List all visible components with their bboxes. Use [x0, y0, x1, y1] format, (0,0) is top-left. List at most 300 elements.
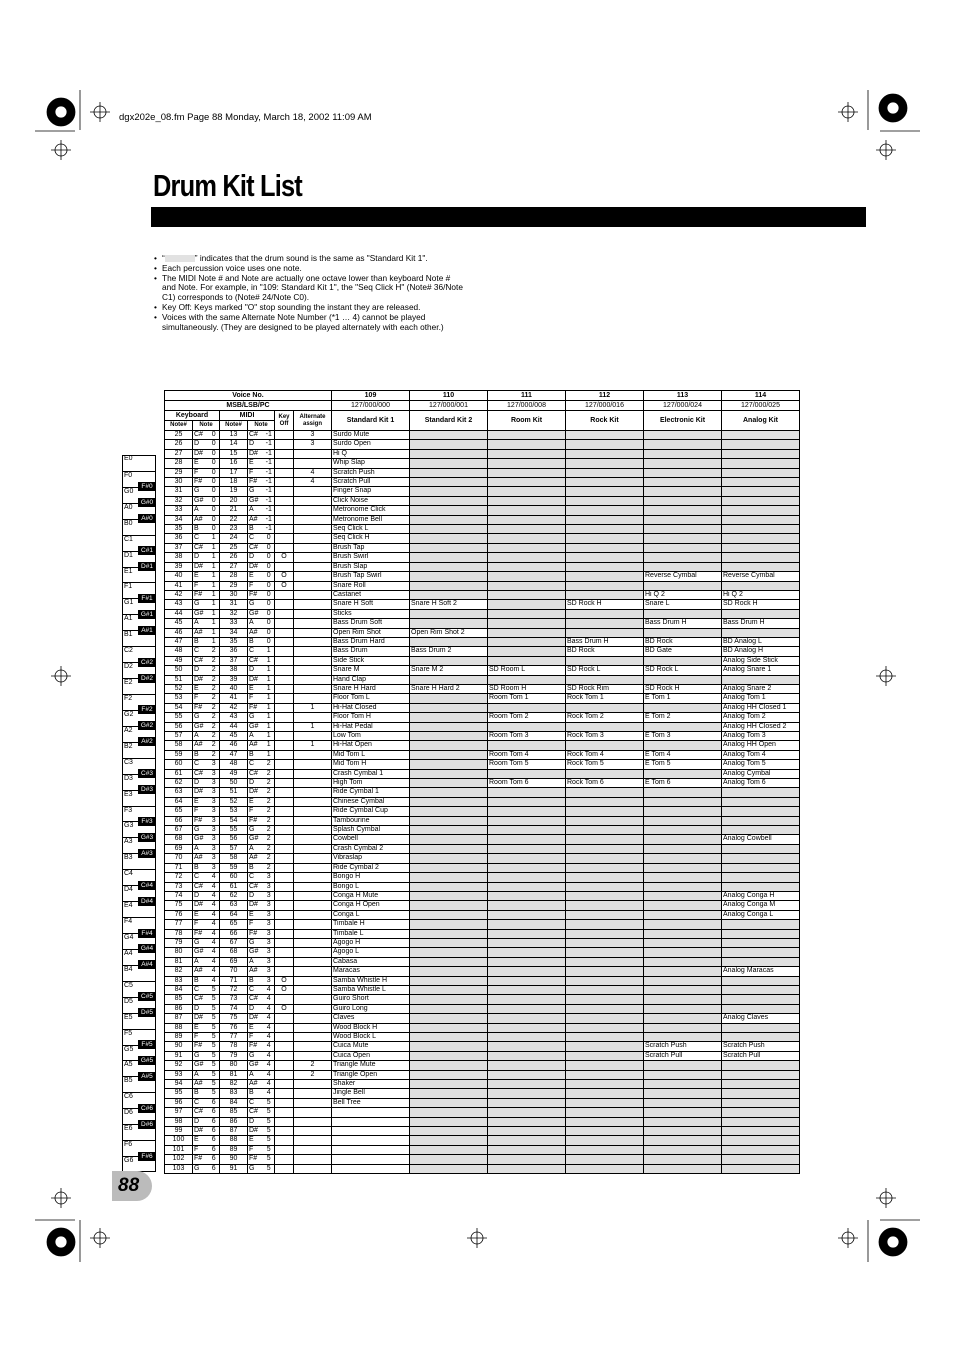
table-cell	[644, 440, 722, 449]
table-cell: 1	[209, 581, 220, 590]
table-cell	[410, 637, 488, 646]
table-cell: -1	[264, 525, 275, 534]
table-cell	[488, 835, 566, 844]
table-cell: Hi Q 2	[644, 590, 722, 599]
black-key: F#2	[138, 705, 156, 714]
table-row	[165, 910, 800, 919]
keyboard-note-num-header: Note#	[165, 421, 193, 431]
table-cell	[410, 1089, 488, 1098]
table-cell: Bass Drum H	[566, 637, 644, 646]
table-row	[165, 985, 800, 994]
table-cell	[294, 1155, 332, 1164]
table-cell: 2	[264, 863, 275, 872]
table-cell	[644, 938, 722, 947]
table-cell: 90	[165, 1042, 193, 1051]
table-row	[165, 713, 800, 722]
table-cell: E Tom 5	[644, 760, 722, 769]
table-cell: 62	[220, 891, 248, 900]
table-cell	[294, 835, 332, 844]
table-cell: 79	[165, 938, 193, 947]
table-cell: 5	[264, 1108, 275, 1117]
table-cell	[566, 478, 644, 487]
table-cell: -1	[264, 487, 275, 496]
table-cell: SD Rock L	[566, 666, 644, 675]
table-cell	[410, 713, 488, 722]
table-cell: 74	[165, 891, 193, 900]
table-cell: Rock Tom 2	[566, 713, 644, 722]
table-cell: 41	[220, 694, 248, 703]
table-cell: 1	[264, 684, 275, 693]
table-cell: 5	[209, 1070, 220, 1079]
table-cell: 38	[220, 666, 248, 675]
table-cell: 1	[264, 722, 275, 731]
table-cell	[566, 534, 644, 543]
table-cell: Analog Cymbal	[722, 769, 800, 778]
table-cell: 46	[165, 628, 193, 637]
table-cell: 0	[264, 628, 275, 637]
table-cell	[275, 995, 294, 1004]
table-cell	[644, 807, 722, 816]
table-cell: E	[248, 572, 264, 581]
table-cell	[294, 779, 332, 788]
table-cell	[722, 1033, 800, 1042]
table-cell: BD Analog L	[722, 637, 800, 646]
table-cell: Analog Tom 5	[722, 760, 800, 769]
table-cell: 0	[264, 572, 275, 581]
table-cell: A#	[193, 854, 209, 863]
table-cell: 82	[165, 967, 193, 976]
table-cell	[566, 976, 644, 985]
table-cell	[488, 948, 566, 957]
table-cell	[488, 628, 566, 637]
table-cell: B	[193, 976, 209, 985]
table-cell: 67	[165, 826, 193, 835]
table-cell	[275, 938, 294, 947]
table-cell	[294, 619, 332, 628]
table-cell	[488, 619, 566, 628]
table-cell: Analog Tom 3	[722, 732, 800, 741]
table-cell	[722, 807, 800, 816]
table-cell: G	[248, 938, 264, 947]
table-cell	[566, 957, 644, 966]
table-cell: 6	[209, 1127, 220, 1136]
table-cell	[275, 1145, 294, 1154]
table-cell: 0	[264, 581, 275, 590]
table-cell	[722, 553, 800, 562]
table-cell: F	[193, 581, 209, 590]
table-cell: Room Tom 3	[488, 732, 566, 741]
table-cell: 1	[209, 562, 220, 571]
table-cell	[566, 995, 644, 1004]
table-cell: C#	[193, 543, 209, 552]
table-cell	[722, 431, 800, 440]
table-cell: 2	[294, 1070, 332, 1079]
table-cell: Reverse Cymbal	[644, 572, 722, 581]
table-cell: 48	[165, 647, 193, 656]
table-cell: SD Rock H	[644, 684, 722, 693]
table-cell: O	[275, 976, 294, 985]
table-row	[165, 1155, 800, 1164]
table-row	[165, 863, 800, 872]
white-key: D3	[122, 774, 156, 790]
table-cell: E	[248, 459, 264, 468]
table-cell: -1	[264, 515, 275, 524]
table-cell	[488, 826, 566, 835]
table-cell: G	[248, 487, 264, 496]
table-cell	[275, 543, 294, 552]
table-cell	[275, 1051, 294, 1060]
table-cell: 37	[165, 543, 193, 552]
table-cell: 2	[264, 760, 275, 769]
table-cell: 69	[165, 844, 193, 853]
table-cell	[488, 506, 566, 515]
table-cell: Analog Tom 4	[722, 750, 800, 759]
table-cell	[275, 732, 294, 741]
table-cell	[722, 1061, 800, 1070]
table-cell: 42	[165, 590, 193, 599]
table-cell: Room Tom 2	[488, 713, 566, 722]
table-cell: Surdo Open	[332, 440, 410, 449]
table-row	[165, 1070, 800, 1079]
table-cell	[410, 920, 488, 929]
table-cell: A#	[248, 967, 264, 976]
white-key: B3	[122, 853, 156, 869]
table-cell	[566, 440, 644, 449]
table-cell: Crash Cymbal 1	[332, 769, 410, 778]
table-cell: E	[248, 1023, 264, 1032]
table-cell: 25	[165, 431, 193, 440]
table-cell	[410, 788, 488, 797]
table-cell: Hi Q	[332, 449, 410, 458]
table-cell: Analog Maracas	[722, 967, 800, 976]
table-cell: E	[248, 797, 264, 806]
table-cell	[566, 515, 644, 524]
table-cell: F#	[193, 816, 209, 825]
white-key: C3	[122, 758, 156, 774]
table-cell	[722, 957, 800, 966]
table-cell: 36	[165, 534, 193, 543]
table-cell: F#	[248, 590, 264, 599]
table-row	[165, 722, 800, 731]
table-cell: 3	[294, 440, 332, 449]
table-cell: D#	[248, 675, 264, 684]
table-cell: G#	[248, 609, 264, 618]
table-cell	[275, 459, 294, 468]
table-cell	[275, 957, 294, 966]
table-cell: F	[248, 920, 264, 929]
table-cell: 63	[165, 788, 193, 797]
table-cell: 73	[220, 995, 248, 1004]
table-cell: C#	[193, 769, 209, 778]
table-cell: 0	[264, 534, 275, 543]
table-cell: 30	[165, 478, 193, 487]
table-cell: Snare Roll	[332, 581, 410, 590]
table-cell	[410, 703, 488, 712]
table-cell: 5	[209, 1051, 220, 1060]
table-cell: 73	[165, 882, 193, 891]
table-cell: SD Rock H	[566, 600, 644, 609]
table-cell: E	[193, 684, 209, 693]
table-cell	[488, 703, 566, 712]
table-row	[165, 487, 800, 496]
table-row	[165, 534, 800, 543]
table-cell: 6	[209, 1108, 220, 1117]
table-cell	[644, 525, 722, 534]
table-cell: 89	[220, 1145, 248, 1154]
table-cell: -1	[264, 459, 275, 468]
table-cell	[722, 1155, 800, 1164]
table-cell	[275, 478, 294, 487]
table-cell: 3	[209, 835, 220, 844]
table-cell	[644, 929, 722, 938]
kit-name: Standard Kit 1	[332, 411, 410, 431]
table-cell: Snare H Hard 2	[410, 684, 488, 693]
table-cell: 2	[264, 779, 275, 788]
table-cell	[410, 478, 488, 487]
table-cell	[410, 675, 488, 684]
table-cell: BD Rock	[644, 637, 722, 646]
table-cell	[294, 1164, 332, 1173]
table-cell: 34	[220, 628, 248, 637]
table-cell: 0	[209, 496, 220, 505]
table-cell	[488, 807, 566, 816]
white-key: D6	[122, 1108, 156, 1124]
table-cell	[294, 637, 332, 646]
table-row	[165, 1004, 800, 1013]
table-cell: 3	[264, 891, 275, 900]
table-cell	[488, 901, 566, 910]
white-key: A0	[122, 503, 156, 519]
table-cell: 1	[209, 600, 220, 609]
table-cell	[644, 826, 722, 835]
white-key: E5	[122, 1013, 156, 1029]
table-cell	[410, 985, 488, 994]
table-cell	[275, 647, 294, 656]
table-cell: 6	[209, 1136, 220, 1145]
table-cell	[294, 590, 332, 599]
table-cell: 98	[165, 1117, 193, 1126]
table-cell: 80	[165, 948, 193, 957]
table-cell: G	[193, 713, 209, 722]
table-cell: 24	[220, 534, 248, 543]
table-cell	[488, 609, 566, 618]
table-cell: G	[248, 1051, 264, 1060]
table-cell	[275, 1070, 294, 1079]
table-cell	[722, 449, 800, 458]
black-key: G#0	[138, 498, 156, 507]
table-cell	[722, 797, 800, 806]
table-cell: 2	[209, 732, 220, 741]
black-key: G#4	[138, 944, 156, 953]
table-cell	[410, 854, 488, 863]
table-cell	[644, 1155, 722, 1164]
table-cell: 3	[209, 863, 220, 872]
table-cell: 30	[220, 590, 248, 599]
white-key: F2	[122, 694, 156, 710]
table-cell: 1	[209, 609, 220, 618]
table-cell: Samba Whistle H	[332, 976, 410, 985]
table-cell	[644, 835, 722, 844]
table-cell: Floor Tom H	[332, 713, 410, 722]
table-cell	[488, 816, 566, 825]
table-cell: 4	[264, 1080, 275, 1089]
table-cell: B	[193, 863, 209, 872]
table-cell: Bass Drum 2	[410, 647, 488, 656]
table-cell: D	[193, 553, 209, 562]
table-cell: 27	[220, 562, 248, 571]
table-cell: C	[193, 534, 209, 543]
table-cell: 5	[264, 1098, 275, 1107]
table-cell	[294, 788, 332, 797]
table-cell	[275, 487, 294, 496]
kit-voice-no: 109	[332, 391, 410, 401]
table-cell: A	[248, 844, 264, 853]
table-cell: 55	[220, 826, 248, 835]
table-cell: Wood Block L	[332, 1033, 410, 1042]
table-cell: G	[193, 938, 209, 947]
table-cell: 90	[220, 1155, 248, 1164]
table-cell: 0	[209, 506, 220, 515]
page-title: Drum Kit List	[153, 168, 302, 203]
table-cell	[488, 1070, 566, 1079]
table-cell	[644, 543, 722, 552]
table-cell	[410, 722, 488, 731]
table-cell	[644, 487, 722, 496]
table-cell	[275, 562, 294, 571]
table-cell	[488, 1061, 566, 1070]
table-cell: D	[193, 891, 209, 900]
table-cell	[275, 1080, 294, 1089]
table-cell: 4	[209, 891, 220, 900]
table-cell: 40	[220, 684, 248, 693]
table-cell: 3	[264, 967, 275, 976]
table-row	[165, 431, 800, 440]
table-cell: D	[193, 440, 209, 449]
table-cell	[722, 938, 800, 947]
table-cell: 61	[165, 769, 193, 778]
table-cell	[722, 882, 800, 891]
table-cell	[722, 1108, 800, 1117]
table-cell	[410, 1155, 488, 1164]
table-cell	[566, 938, 644, 947]
table-cell	[410, 534, 488, 543]
table-cell: Room Tom 6	[488, 779, 566, 788]
table-cell	[644, 449, 722, 458]
table-cell: 85	[165, 995, 193, 1004]
table-cell: Analog HH Open	[722, 741, 800, 750]
table-cell: A#	[248, 628, 264, 637]
table-cell	[275, 967, 294, 976]
table-cell: Crash Cymbal 2	[332, 844, 410, 853]
table-cell: 36	[220, 647, 248, 656]
blank-swatch	[165, 255, 195, 262]
table-cell	[644, 957, 722, 966]
table-cell	[332, 1108, 410, 1117]
table-cell	[275, 600, 294, 609]
table-cell	[722, 920, 800, 929]
table-cell: C#	[193, 431, 209, 440]
table-cell: Hi-Hat Closed	[332, 703, 410, 712]
table-cell	[488, 967, 566, 976]
table-row	[165, 816, 800, 825]
table-cell: E Tom 4	[644, 750, 722, 759]
table-cell: 4	[209, 948, 220, 957]
white-key: F0	[122, 471, 156, 487]
table-cell	[275, 910, 294, 919]
table-row	[165, 1033, 800, 1042]
table-cell	[488, 882, 566, 891]
table-cell: 1	[264, 741, 275, 750]
table-cell: Scratch Push	[644, 1042, 722, 1051]
table-cell	[722, 675, 800, 684]
table-cell: 37	[220, 656, 248, 665]
table-cell: D#	[193, 562, 209, 571]
table-cell: SD Rock H	[722, 600, 800, 609]
table-cell: 60	[220, 873, 248, 882]
table-cell: A#	[193, 741, 209, 750]
table-cell	[410, 449, 488, 458]
table-cell: A#	[248, 854, 264, 863]
table-cell: D	[248, 1117, 264, 1126]
table-cell	[410, 910, 488, 919]
table-cell: E	[193, 1023, 209, 1032]
table-cell: Triangle Mute	[332, 1061, 410, 1070]
black-key: D#2	[138, 674, 156, 683]
white-key: C6	[122, 1092, 156, 1108]
table-cell: 4	[264, 1070, 275, 1079]
table-cell: 5	[209, 995, 220, 1004]
table-cell: 4	[264, 1033, 275, 1042]
table-cell	[722, 816, 800, 825]
table-row	[165, 957, 800, 966]
table-cell	[644, 1108, 722, 1117]
table-cell	[294, 760, 332, 769]
table-cell: Surdo Mute	[332, 431, 410, 440]
table-cell: 16	[220, 459, 248, 468]
table-cell: 3	[209, 844, 220, 853]
table-row	[165, 769, 800, 778]
table-cell: 87	[165, 1014, 193, 1023]
table-cell	[566, 1089, 644, 1098]
table-cell	[488, 431, 566, 440]
table-cell: 100	[165, 1136, 193, 1145]
table-cell: D#	[248, 449, 264, 458]
table-cell	[410, 732, 488, 741]
table-cell: D#	[193, 901, 209, 910]
table-cell: Hi-Hat Pedal	[332, 722, 410, 731]
table-cell	[722, 1098, 800, 1107]
table-cell	[294, 666, 332, 675]
table-cell: Hi-Hat Open	[332, 741, 410, 750]
table-cell: 25	[220, 543, 248, 552]
table-cell: 5	[264, 1136, 275, 1145]
table-cell: 62	[165, 779, 193, 788]
table-cell	[722, 534, 800, 543]
white-key: A3	[122, 837, 156, 853]
table-cell: D	[248, 553, 264, 562]
table-cell	[566, 807, 644, 816]
table-cell: 75	[220, 1014, 248, 1023]
table-cell: 65	[165, 807, 193, 816]
table-row	[165, 844, 800, 853]
table-cell: 84	[220, 1098, 248, 1107]
table-row	[165, 826, 800, 835]
table-cell: Analog Conga H	[722, 891, 800, 900]
table-cell	[644, 854, 722, 863]
table-cell: B	[248, 1089, 264, 1098]
white-key: B5	[122, 1076, 156, 1092]
table-row	[165, 449, 800, 458]
